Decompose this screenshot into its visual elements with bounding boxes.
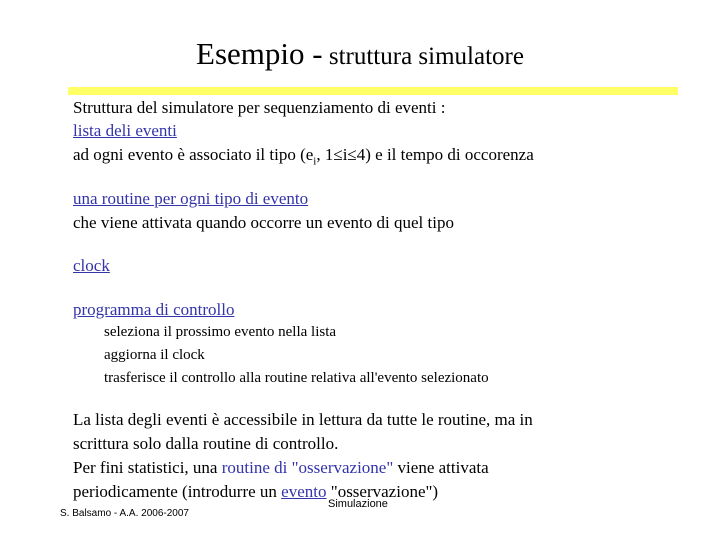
paragraph-line-1: La lista degli eventi è accessibile in lettura da tutte le routine, ma in bbox=[73, 410, 533, 429]
item2-description: che viene attivata quando occorre un evento di quel tipo bbox=[73, 213, 454, 232]
link-evento[interactable]: evento bbox=[281, 482, 327, 501]
title-divider bbox=[68, 87, 678, 95]
link-clock[interactable]: clock bbox=[73, 256, 110, 275]
footer-author: S. Balsamo - A.A. 2006-2007 bbox=[60, 508, 189, 519]
link-routine-evento[interactable]: una routine per ogni tipo di evento bbox=[73, 189, 309, 208]
slide-title-rest: struttura simulatore bbox=[322, 43, 524, 70]
intro-text: Struttura del simulatore per sequenziamento di eventi : bbox=[73, 98, 446, 117]
control-step-1: seleziona il prossimo evento nella lista bbox=[104, 324, 337, 340]
item1-desc-subscript: i bbox=[313, 155, 317, 168]
slide-title-main: Esempio - bbox=[196, 36, 323, 71]
para4-b: "osservazione") bbox=[326, 482, 439, 501]
para3-a: Per fini statistici, una bbox=[73, 458, 222, 477]
item1-description bbox=[73, 145, 534, 171]
link-programma-controllo[interactable]: programma di controllo bbox=[73, 300, 235, 319]
paragraph-line-2: scrittura solo dalla routine di controllo. bbox=[73, 434, 339, 453]
para4-a: periodicamente (introdurre un bbox=[73, 482, 282, 501]
control-step-3: trasferisce il controllo alla routine relativa all'evento selezionato bbox=[104, 370, 489, 386]
item1-desc-b: , 1≤i≤4) e il tempo di occorenza bbox=[316, 145, 534, 164]
routine-osservazione-text: routine di "osservazione" bbox=[221, 458, 394, 477]
footer-course: Simulazione bbox=[328, 498, 388, 510]
slide-title bbox=[0, 36, 720, 75]
paragraph-line-3 bbox=[73, 458, 489, 478]
para3-b: viene attivata bbox=[393, 458, 489, 477]
item1-desc-a: ad ogni evento è associato il tipo (e bbox=[73, 145, 314, 164]
link-lista-eventi[interactable]: lista deli eventi bbox=[73, 121, 177, 140]
control-step-2: aggiorna il clock bbox=[104, 347, 205, 363]
